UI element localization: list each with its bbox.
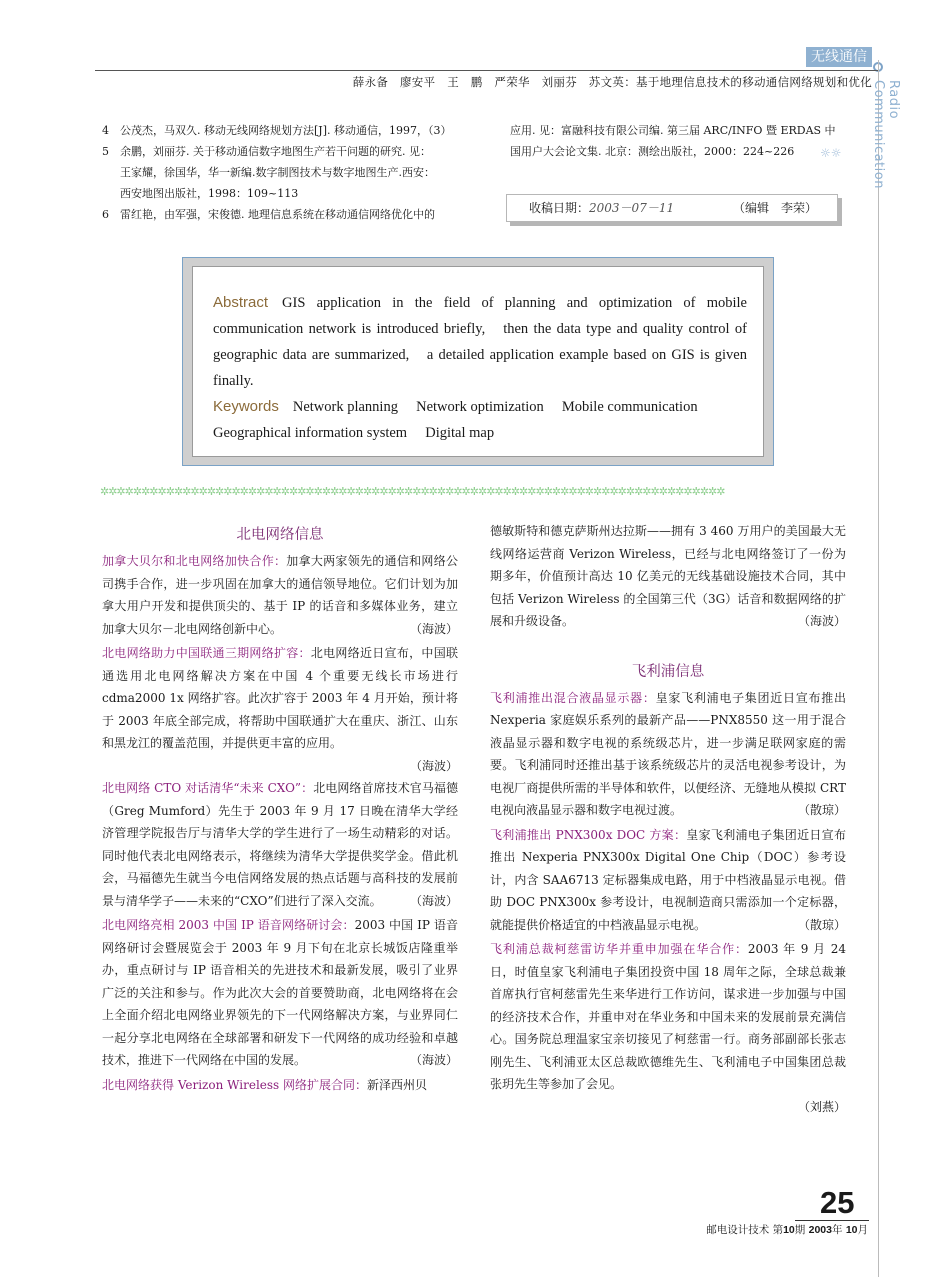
reference-line: 雷红艳，由军强，宋俊德. 地理信息系统在移动通信网络优化中的 bbox=[120, 208, 435, 221]
issue-month: 10 bbox=[845, 1224, 858, 1236]
year-word: 年 bbox=[831, 1224, 843, 1236]
reference-item bbox=[102, 141, 460, 204]
keyword: Mobile communication bbox=[561, 399, 698, 415]
news-item bbox=[102, 914, 458, 1072]
news-item bbox=[102, 777, 458, 912]
section-title-nortel: 北电网络信息 bbox=[236, 527, 324, 543]
news-headline: 飞利浦推出 PNX300x DOC 方案： bbox=[490, 827, 687, 842]
news-column-right bbox=[490, 520, 846, 1118]
news-credit: （海波） bbox=[409, 758, 458, 773]
issue-number: 10 bbox=[783, 1224, 795, 1236]
decorative-divider: ✲✲✲✲✲✲✲✲✲✲✲✲✲✲✲✲✲✲✲✲✲✲✲✲✲✲✲✲✲✲✲✲✲✲✲✲✲✲✲✲✲✲✲✲✲✲✲✲✲✲✲✲✲✲✲✲✲✲✲✲✲✲✲✲✲✲✲✲✲✲✲✲✲✲✲✲ bbox=[100, 486, 725, 498]
news-body-continued: 德敏斯特和德克萨斯州达拉斯——拥有 3 460 万用户的美国最大无线网络运营商 Verizon Wireless，已经与北电网络签订了一份为期多年，价值预计高达 10 亿美元的无线基础设施技术合同，其中包括 Verizon Wireless 的全国第三代（3G）话音和数据网络的扩展和升级设备。 bbox=[490, 524, 846, 628]
news-headline: 北电网络 CTO 对话清华“未来 CXO”： bbox=[102, 781, 314, 795]
news-body: 皇家飞利浦电子集团近日宣布推出 Nexperia 家庭娱乐系列的最新产品——PNX8550 这一用于混合液晶显示器和数字电视的系统级芯片，进一步满足联网家庭的需要。飞利浦同时还推出基于该系统级芯片的灵活电视参考设计，为电视厂商提供所需的半导体和软件，以便经济、无缝地从模拟 CRT 电视向液晶显示器和数字电视过渡。 bbox=[490, 690, 846, 817]
news-headline: 北电网络助力中国联通三期网络扩容： bbox=[102, 646, 311, 660]
reference-number: 6 bbox=[102, 208, 109, 221]
news-body: 皇家飞利浦电子集团近日宣布推出 Nexperia PNX300x Digital One Chip（DOC）参考设计，内含 SAA6713 定标器集成电路，用于中档液晶显示电视。借助 DOC PNX300x 参考设计，电视制造商只需添加一个定标器，就能提供价格适宜的中档液晶显示电视。 bbox=[490, 827, 846, 932]
news-body: 北电网络近日宣布，中国联通选用北电网络解决方案在中国 4 个重要无线长市场进行 cdma2000 1x 网络扩容。此次扩容于 2003 年 4 月开始，预计将于 2003 年底全部完成，将帮助中国联通扩大在重庆、浙江、山东和黑龙江的覆盖范围，并提供更丰富的应用。 bbox=[102, 646, 458, 750]
editor-note: （编辑 李荣） bbox=[732, 201, 817, 215]
news-headline: 加拿大贝尔和北电网络加快合作： bbox=[102, 554, 287, 568]
news-body: 2003 中国 IP 语音网络研讨会暨展览会于 2003 年 9 月下旬在北京长城饭店隆重举办，重点研讨与 IP 语音相关的先进技术和最新发展，吸引了业界广泛的关注和参与。作为此次大会的首要赞助商，北电网络将在会上全面介绍北电网络业界领先的下一代网络解决方案，与业界同仁一起分享北电网络在全球部署和研发下一代网络的成功经验和卓越技术，推进下一代网络在中国的发展。 bbox=[102, 918, 458, 1067]
news-body: 北电网络首席技术官马福德（Greg Mumford）先生于 2003 年 9 月 17 日晚在清华大学经济管理学院报告厅与清华大学的学生进行了一场生动精彩的对话。同时他代表北电网络表示，将继续为清华大学提供奖学金。借此机会，马福德先生就当今电信网络发展的热点话题与高科技的发展前景与清华学子——未来的“CXO”们进行了深入交流。 bbox=[102, 781, 458, 908]
received-label-group bbox=[529, 195, 674, 221]
news-body-start: 新泽西州贝 bbox=[367, 1077, 428, 1092]
end-ornament-icon: ☼☼ bbox=[820, 146, 842, 160]
reference-line: 西安地图出版社，1998：109~113 bbox=[120, 187, 299, 200]
news-credit: （海波） bbox=[797, 614, 846, 628]
news-credit: （海波） bbox=[409, 1053, 458, 1067]
abstract-inner bbox=[192, 266, 764, 457]
received-date: 2003－07－11 bbox=[589, 201, 675, 215]
reference-number: 5 bbox=[102, 145, 109, 158]
section-title-philips: 飞利浦信息 bbox=[631, 663, 705, 680]
keyword: Network planning bbox=[292, 399, 398, 415]
running-head: 薛永备 廖安平 王 鹏 严荣华 刘丽芬 苏文英：基于地理信息技术的移动通信网络规划和优化 bbox=[352, 75, 872, 89]
news-item bbox=[102, 1074, 458, 1097]
news-item bbox=[490, 687, 846, 822]
news-credit: （海波） bbox=[409, 621, 458, 636]
issue-word: 期 bbox=[794, 1224, 806, 1236]
news-credit: （散琼） bbox=[797, 803, 846, 817]
reference-line: 公茂杰，马双久. 移动无线网络规划方法[J]. 移动通信，1997，（3） bbox=[120, 124, 452, 137]
news-body: 加拿大两家领先的通信和网络公司携手合作，进一步巩固在加拿大的通信领导地位。它们计划为加拿大用户开发和提供顶尖的、基于 IP 的话音和多媒体业务，建立加拿大贝尔－北电网络创新中心。 bbox=[102, 554, 458, 636]
news-credit: （海波） bbox=[409, 893, 458, 908]
news-headline: 北电网络亮相 2003 中国 IP 语音网络研讨会： bbox=[102, 918, 355, 932]
news-headline: 北电网络获得 Verizon Wireless 网络扩展合同： bbox=[102, 1077, 368, 1092]
news-item bbox=[102, 642, 458, 773]
reference-line: 国用户大会论文集. 北京：测绘出版社，2000：224~226 bbox=[510, 145, 795, 158]
reference-number: 4 bbox=[102, 124, 109, 137]
news-item-continued bbox=[490, 520, 846, 633]
reference-line: 余鹏，刘丽芬. 关于移动通信数字地图生产若干问题的研究. 见： bbox=[120, 145, 431, 158]
reference-line: 王家耀，徐国华，华一新编.数字制图技术与数字地图生产.西安： bbox=[120, 166, 435, 179]
page-number: 25 bbox=[820, 1185, 855, 1220]
header-rule bbox=[95, 70, 878, 71]
news-item bbox=[490, 938, 846, 1114]
keyword: Geographical information system bbox=[213, 425, 408, 441]
news-item bbox=[490, 824, 846, 937]
footer-rule bbox=[795, 1220, 869, 1221]
news-credit: （散琼） bbox=[797, 917, 846, 932]
news-column-left bbox=[102, 520, 458, 1098]
month-word: 月 bbox=[857, 1224, 868, 1236]
issue-prefix: 第 bbox=[772, 1224, 784, 1236]
news-body: 2003 年 9 月 24 日，时值皇家飞利浦电子集团投资中国 18 周年之际，全球总裁兼首席执行官柯慈雷先生来华进行工作访问，谋求进一步加强与中国的经济技术合作，并重申对在华业务和中国未来的发展前景充满信心。国务院总理温家宝亲切接见了柯慈雷一行。商务部副部长张志刚先生、飞利浦亚太区总裁欧德维先生、飞利浦电子中国集团总裁张玥先生等参加了会见。 bbox=[490, 942, 846, 1091]
abstract-body bbox=[213, 290, 747, 446]
news-headline: 飞利浦总裁柯慈雷访华并重申加强在华合作： bbox=[490, 942, 748, 956]
spacer bbox=[490, 635, 846, 657]
keyword: Digital map bbox=[425, 425, 495, 441]
journal-name: 邮电设计技术 bbox=[706, 1224, 770, 1236]
side-section-label: Radio Communication bbox=[871, 80, 901, 189]
abstract-text: GIS application in the field of planning and optimization of mobile communication network is introduced briefly, then the data type and quality control of geographic data are summarized, a detailed application example based on GIS is given finally. bbox=[213, 295, 747, 389]
keywords-label: Keywords bbox=[213, 398, 279, 415]
news-headline: 飞利浦推出混合液晶显示器： bbox=[490, 690, 656, 705]
news-credit: （刘燕） bbox=[797, 1099, 846, 1114]
news-item bbox=[102, 550, 458, 640]
abstract-label: Abstract bbox=[213, 294, 269, 311]
keyword: Network optimization bbox=[416, 399, 544, 415]
issue-info bbox=[706, 1222, 868, 1237]
received-label: 收稿日期： bbox=[529, 201, 590, 215]
issue-year: 2003 bbox=[808, 1224, 832, 1236]
section-tag: 无线通信 bbox=[806, 47, 872, 67]
received-date-box bbox=[506, 194, 838, 222]
abstract-box bbox=[182, 257, 774, 466]
reference-item bbox=[102, 204, 460, 225]
reference-line: 应用. 见：富融科技有限公司编. 第三届 ARC/INFO 暨 ERDAS 中 bbox=[510, 124, 836, 137]
reference-item bbox=[102, 120, 460, 141]
references-right bbox=[510, 120, 850, 162]
margin-rule bbox=[878, 60, 879, 1277]
